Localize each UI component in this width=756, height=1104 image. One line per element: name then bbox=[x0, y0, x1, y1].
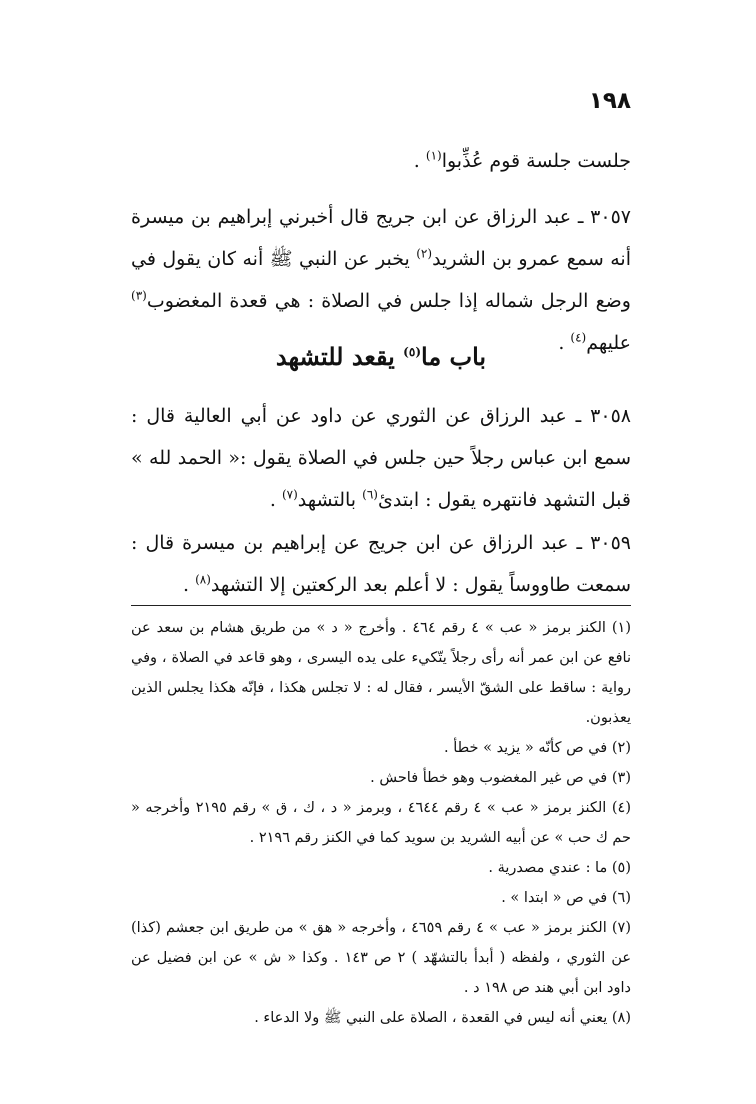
footnote-7 bbox=[131, 913, 631, 1003]
footnote-ref-7: (٧) bbox=[281, 487, 298, 502]
hadith-3058 bbox=[131, 395, 631, 521]
footnote-text: ما : عندي مصدرية . bbox=[488, 860, 612, 876]
page-number: ١٩٨ bbox=[588, 88, 631, 114]
footnote-text: الكنز برمز « عب » ٤ رقم ٤٦٤ . وأخرج « د » من طريق هشام بن سعد عن نافع عن ابن عمر أنه رأى رجلاً يتّكيء على يده اليسرى ، وهو قاعد في الصلاة ، وفي رواية : ساقط على الشقّ الأيسر ، فقال له : لا تجلس هكذا ، فإنّه هكذا يجلس الذين يعذبون. bbox=[131, 620, 631, 726]
hadith-3059 bbox=[131, 522, 631, 606]
hadith-end: . bbox=[269, 489, 282, 511]
footnote-1 bbox=[131, 613, 631, 733]
footnote-label: (٥) bbox=[611, 860, 631, 876]
hadith-number: ٣٠٥٧ bbox=[590, 206, 631, 228]
footnote-6 bbox=[131, 883, 631, 913]
hadith-text: يخبر عن النبي ﷺ أنه كان يقول في وضع الرجل شماله إذا جلس في الصلاة : هي قعدة المغضوب bbox=[131, 248, 631, 312]
hadith-number: ٣٠٥٩ bbox=[590, 532, 631, 554]
continuation-text: جلست جلسة قوم عُذِّبوا bbox=[441, 150, 631, 172]
footnote-ref-6: (٦) bbox=[362, 487, 378, 502]
hadith-end: . bbox=[183, 574, 196, 596]
footnote-8 bbox=[131, 1003, 631, 1033]
footnote-ref-4: (٤) bbox=[570, 330, 587, 345]
footnote-ref-8: (٨) bbox=[195, 572, 211, 587]
hadith-end: . bbox=[558, 332, 571, 354]
footnote-label: (٤) bbox=[611, 800, 632, 816]
footnote-2 bbox=[131, 733, 631, 763]
footnote-label: (١) bbox=[611, 620, 631, 636]
footnote-ref-2: (٢) bbox=[416, 246, 433, 261]
footnote-label: (٣) bbox=[611, 770, 631, 786]
hadith-text: بالتشهد bbox=[297, 489, 363, 511]
continuation-line bbox=[131, 140, 631, 182]
chapter-title-text: باب ما bbox=[421, 342, 487, 371]
chapter-title-text: يقعد للتشهد bbox=[275, 342, 404, 371]
footnote-text: الكنز برمز « عب » ٤ رقم ٤٦٤٤ ، وبرمز « د ، ك ، ق » رقم ٢١٩٥ وأخرجه « حم ك حب » عن أبيه الشريد بن سويد كما في الكنز رقم ٢١٩٦ . bbox=[131, 800, 631, 846]
footnote-ref-1: (١) bbox=[425, 148, 442, 163]
footnote-5 bbox=[131, 853, 631, 883]
footnote-text: الكنز برمز « عب » ٤ رقم ٤٦٥٩ ، وأخرجه « هق » من طريق ابن جعشم (كذا) عن الثوري ، ولفظه ( أبدأ بالتشهّد ) ٢ ص ١٤٣ . وكذا « ش » عن ابن فضيل عن داود ابن أبي هند ص ١٩٨ د . bbox=[131, 920, 632, 996]
footnotes bbox=[131, 613, 631, 1033]
footnote-text: في ص « ابتدا » . bbox=[501, 890, 612, 906]
hadith-number: ٣٠٥٨ bbox=[590, 405, 631, 427]
footnote-label: (٧) bbox=[611, 920, 631, 936]
footnote-text: في ص كأنّه « يزيد » خطأ . bbox=[443, 740, 612, 756]
hadith-text: عليهم bbox=[586, 332, 631, 354]
footnote-text: في ص غير المغضوب وهو خطأ فاحش . bbox=[370, 770, 612, 786]
footnote-ref-3: (٣) bbox=[131, 288, 147, 303]
footnote-text: يعني أنه ليس في القعدة ، الصلاة على النبي ﷺ ولا الدعاء . bbox=[254, 1010, 612, 1026]
footnote-4 bbox=[131, 793, 631, 853]
hadith-text: ـ عبد الرزاق عن ابن جريج قال أخبرني إبراهيم بن ميسرة أنه سمع عمرو بن الشريد bbox=[131, 206, 631, 270]
hadith-text: ـ عبد الرزاق عن الثوري عن داود عن أبي العالية قال : سمع ابن عباس رجلاً حين جلس في الصلاة يقول :« الحمد لله » قبل التشهد فانتهره يقول : ابتدئ bbox=[131, 405, 631, 511]
continuation-end: . bbox=[413, 150, 426, 172]
footnote-3 bbox=[131, 763, 631, 793]
footnote-label: (٨) bbox=[611, 1010, 631, 1026]
footnote-divider bbox=[131, 605, 631, 606]
hadith-text: ـ عبد الرزاق عن ابن جريج عن إبراهيم بن ميسرة قال : سمعت طاووساً يقول : لا أعلم بعد الركعتين إلا التشهد bbox=[131, 532, 631, 596]
footnote-label: (٦) bbox=[611, 890, 631, 906]
footnote-ref-5: (٥) bbox=[403, 345, 421, 359]
footnote-label: (٢) bbox=[611, 740, 631, 756]
chapter-title bbox=[131, 337, 631, 377]
